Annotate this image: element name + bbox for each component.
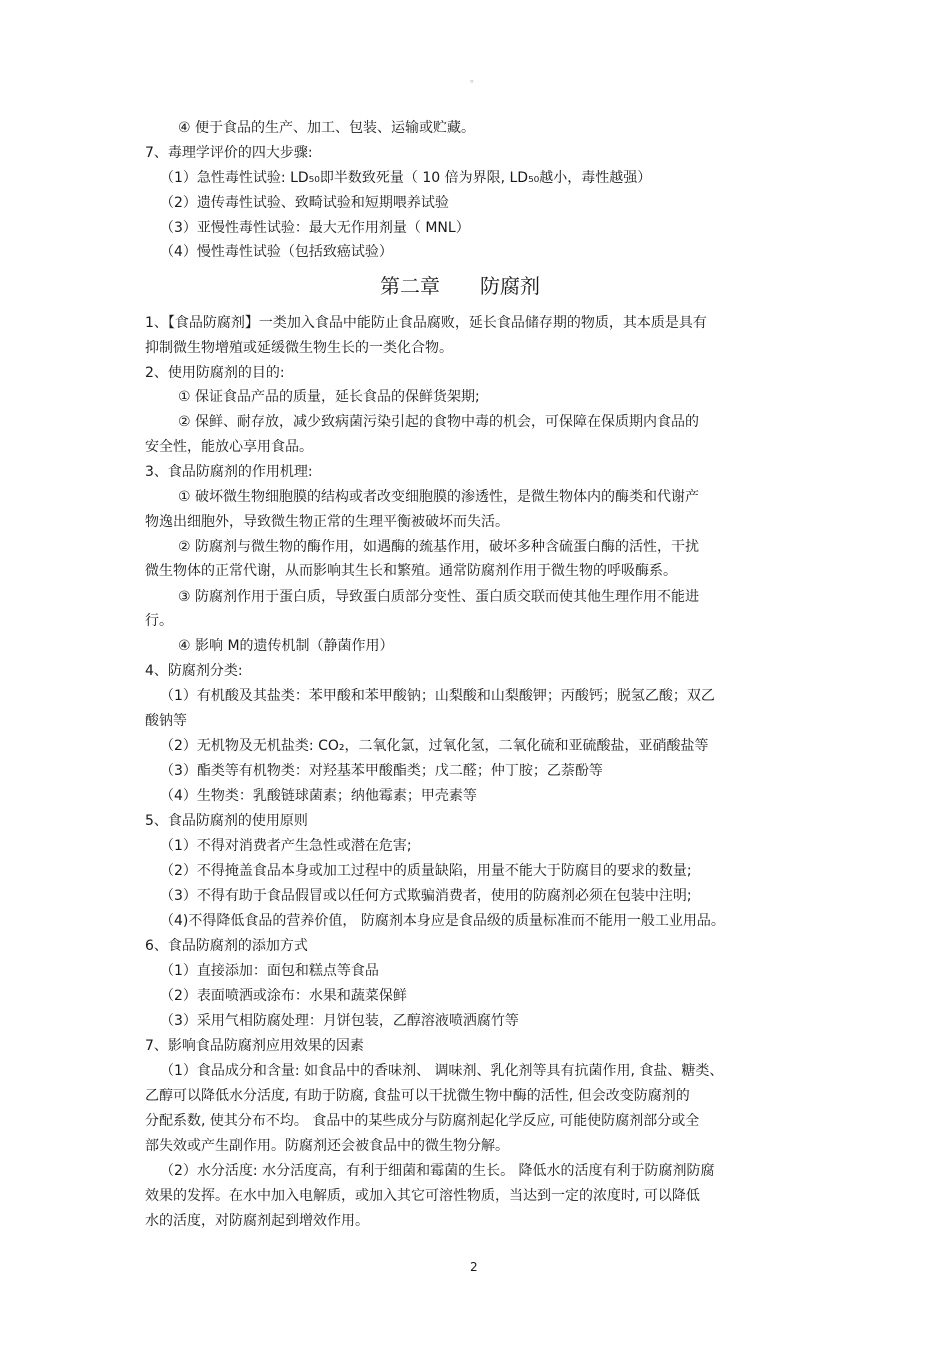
text-line: （2）不得掩盖食品本身或加工过程中的质量缺陷，用量不能大于防腐目的要求的数量; xyxy=(160,863,692,879)
chapter-title xyxy=(380,272,540,300)
text-line: 分配系数, 使其分布不均。 食品中的某些成分与防腐剂起化学反应, 可能使防腐剂部分或全 xyxy=(145,1113,700,1129)
page-number: 2 xyxy=(470,1260,478,1274)
text-line: （2）遗传毒性试验、致畸试验和短期喂养试验 xyxy=(160,195,449,211)
text-line: 水的活度，对防腐剂起到增效作用。 xyxy=(145,1213,369,1229)
text-line: 乙醇可以降低水分活度, 有助于防腐, 食盐可以干扰微生物中酶的活性, 但会改变防腐剂的 xyxy=(145,1088,690,1104)
text-line: （1）食品成分和含量: 如食品中的香味剂、 调味剂、乳化剂等具有抗菌作用, 食盐、糖类、 xyxy=(160,1063,724,1079)
chapter-number: 第二章 xyxy=(380,274,440,298)
text-line: （1）急性毒性试验: LD₅₀即半数致死量（ 10 倍为界限, LD₅₀越小，毒性越强） xyxy=(160,170,652,186)
text-line: （3）亚慢性毒性试验：最大无作用剂量（ MNL） xyxy=(160,220,470,236)
text-line: 物逸出细胞外，导致微生物正常的生理平衡被破坏而失活。 xyxy=(145,514,509,530)
section-heading: 6、食品防腐剂的添加方式 xyxy=(145,938,308,954)
text-line: 效果的发挥。在水中加入电解质，或加入其它可溶性物质，当达到一定的浓度时, 可以降低 xyxy=(145,1188,700,1204)
text-line: 安全性，能放心享用食品。 xyxy=(145,439,313,455)
text-line: ③ 防腐剂作用于蛋白质，导致蛋白质部分变性、蛋白质交联而使其他生理作用不能进 xyxy=(178,589,699,605)
text-line: （2）表面喷洒或涂布：水果和蔬菜保鲜 xyxy=(160,988,407,1004)
text-line: ② 防腐剂与微生物的酶作用，如遇酶的巯基作用，破坏多种含硫蛋白酶的活性，干扰 xyxy=(178,539,699,555)
text-line: ① 保证食品产品的质量，延长食品的保鲜货架期; xyxy=(178,389,480,405)
text-line: （1）直接添加：面包和糕点等食品 xyxy=(160,963,379,979)
text-line: （3）酯类等有机物类：对羟基苯甲酸酯类；戊二醛；仲丁胺；乙萘酚等 xyxy=(160,763,603,779)
text-line: 1、【食品防腐剂】一类加入食品中能防止食品腐败，延长食品储存期的物质，其本质是具有 xyxy=(145,315,707,331)
text-line: 部失效或产生副作用。防腐剂还会被食品中的微生物分解。 xyxy=(145,1138,509,1154)
text-line: （2）无机物及无机盐类: CO₂，二氧化氯，过氧化氢，二氧化硫和亚硫酸盐，亚硝酸盐等 xyxy=(160,738,709,754)
text-line: （3）采用气相防腐处理：月饼包装，乙醇溶液喷洒腐竹等 xyxy=(160,1013,519,1029)
text-line: ④ 便于食品的生产、加工、包装、运输或贮藏。 xyxy=(178,120,475,136)
section-heading: 7、影响食品防腐剂应用效果的因素 xyxy=(145,1038,364,1054)
text-line: 行。 xyxy=(145,613,173,629)
section-heading: 4、防腐剂分类: xyxy=(145,663,243,679)
text-line: （4)不得降低食品的营养价值， 防腐剂本身应是食品级的质量标准而不能用一般工业用品。 xyxy=(160,913,725,929)
text-line: （4）慢性毒性试验（包括致癌试验） xyxy=(160,244,393,260)
text-line: 抑制微生物增殖或延缓微生物生长的一类化合物。 xyxy=(145,340,453,356)
text-line: ① 破坏微生物细胞膜的结构或者改变细胞膜的渗透性，是微生物体内的酶类和代谢产 xyxy=(178,489,699,505)
text-line: （4）生物类：乳酸链球菌素；纳他霉素；甲壳素等 xyxy=(160,788,477,804)
text-line: 酸钠等 xyxy=(145,713,187,729)
text-line: ② 保鲜、耐存放，减少致病菌污染引起的食物中毒的机会，可保障在保质期内食品的 xyxy=(178,414,699,430)
chapter-name: 防腐剂 xyxy=(480,274,540,298)
section-heading: 2、使用防腐剂的目的: xyxy=(145,365,285,381)
section-heading: 3、食品防腐剂的作用机理: xyxy=(145,464,313,480)
section-heading: 7、毒理学评价的四大步骤: xyxy=(145,145,313,161)
text-line: ④ 影响 M的遗传机制（静菌作用） xyxy=(178,638,394,654)
header-mark: 。 xyxy=(470,74,480,85)
text-line: （3）不得有助于食品假冒或以任何方式欺骗消费者，使用的防腐剂必须在包装中注明; xyxy=(160,888,692,904)
section-heading: 5、食品防腐剂的使用原则 xyxy=(145,813,308,829)
text-line: （1）有机酸及其盐类：苯甲酸和苯甲酸钠；山梨酸和山梨酸钾；丙酸钙；脱氢乙酸；双乙 xyxy=(160,688,715,704)
text-line: （2）水分活度: 水分活度高，有利于细菌和霉菌的生长。 降低水的活度有利于防腐剂防腐 xyxy=(160,1163,715,1179)
text-line: （1）不得对消费者产生急性或潜在危害; xyxy=(160,838,412,854)
text-line: 微生物体的正常代谢，从而影响其生长和繁殖。通常防腐剂作用于微生物的呼吸酶系。 xyxy=(145,563,677,579)
